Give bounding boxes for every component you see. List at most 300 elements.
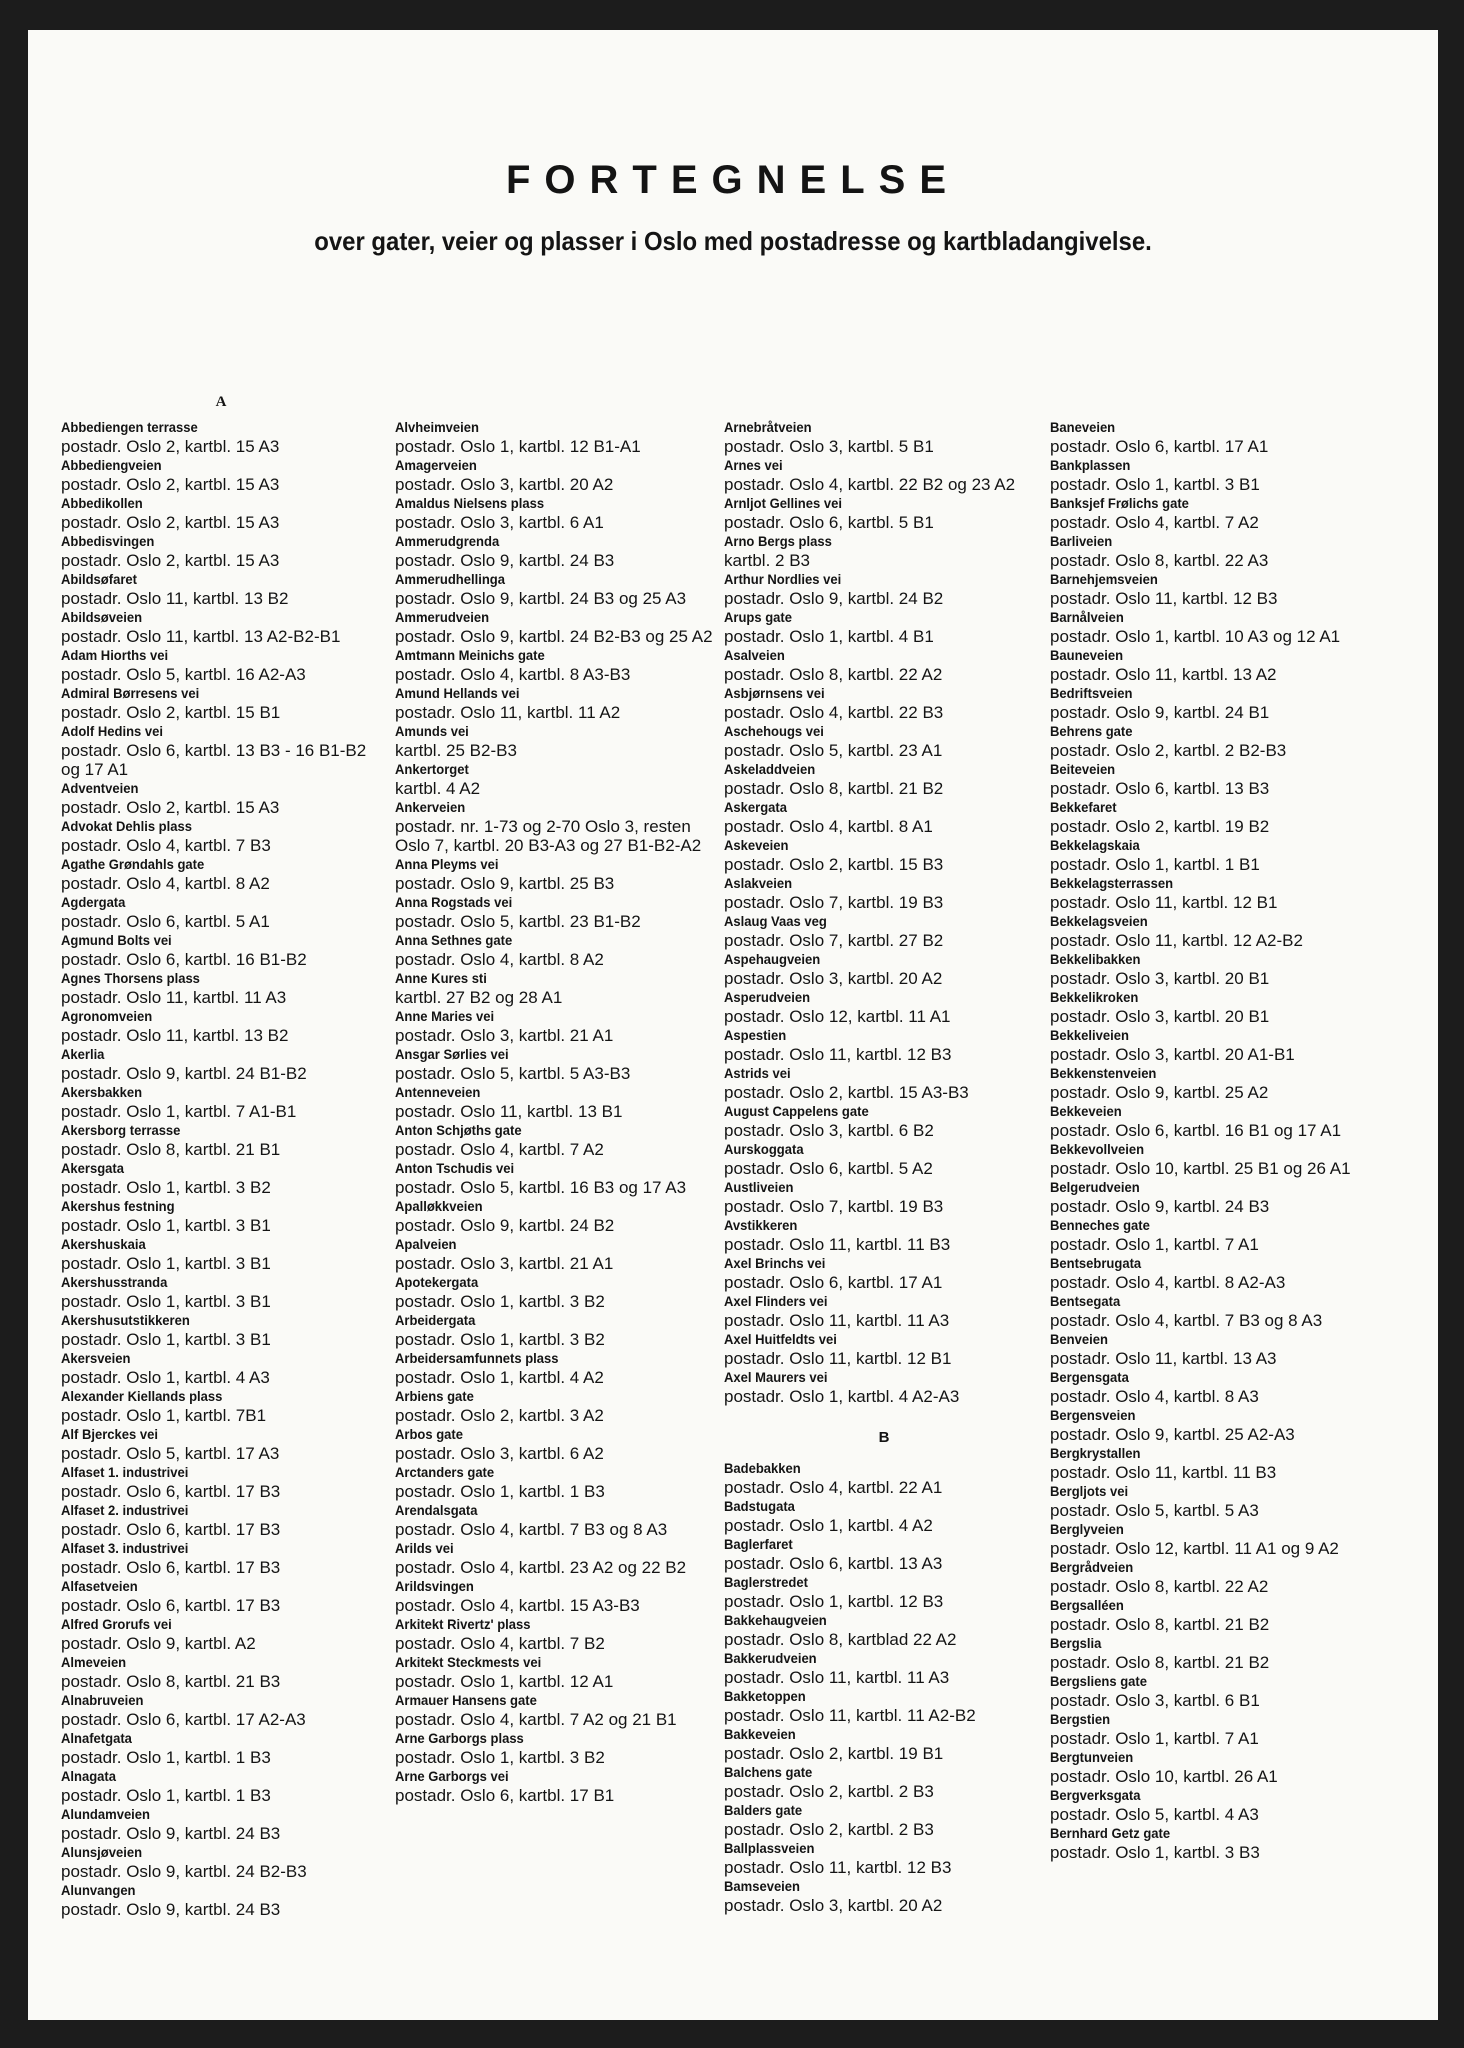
street-name: Baglerstredet (724, 1574, 808, 1590)
index-entry (1050, 1672, 1370, 1710)
index-entry (395, 1045, 715, 1083)
street-name: Amagerveien (395, 457, 477, 473)
index-entry (724, 988, 1044, 1026)
street-name: Bergljots vei (1050, 1483, 1129, 1499)
index-column-2 (395, 418, 715, 1805)
index-entry (395, 684, 715, 722)
postal-address: postadr. Oslo 1, kartbl. 4 A2 (395, 1368, 604, 1387)
street-name: Abbedisvingen (61, 533, 155, 549)
index-entry (724, 1497, 1044, 1535)
index-entry (724, 494, 1044, 532)
postal-address: postadr. Oslo 1, kartbl. 10 A3 og 12 A1 (1050, 627, 1341, 646)
postal-address: postadr. Oslo 7, kartbl. 27 B2 (724, 931, 944, 950)
index-entry (61, 1539, 381, 1577)
postal-address: postadr. Oslo 2, kartbl. 15 A3 (61, 437, 280, 456)
postal-address: postadr. Oslo 11, kartbl. 12 B3 (1050, 589, 1278, 608)
street-name: Banksjef Frølichs gate (1050, 495, 1189, 511)
street-name: Bergensveien (1050, 1407, 1136, 1423)
index-entry (1050, 1178, 1370, 1216)
index-entry (61, 1311, 381, 1349)
street-name: Baneveien (1050, 419, 1116, 435)
postal-address: postadr. Oslo 3, kartbl. 6 B2 (724, 1121, 934, 1140)
index-entry (1050, 912, 1370, 950)
street-name: Bergverksgata (1050, 1787, 1141, 1803)
street-name: Bergstien (1050, 1711, 1111, 1727)
postal-address: postadr. Oslo 2, kartbl. 2 B3 (724, 1782, 934, 1801)
index-entry (395, 532, 715, 570)
street-name: Anne Maries vei (395, 1008, 495, 1024)
postal-address: postadr. Oslo 11, kartbl. 13 A2 (1050, 665, 1277, 684)
postal-address: postadr. Oslo 1, kartbl. 4 A3 (61, 1368, 270, 1387)
index-entry (395, 456, 715, 494)
index-entry (1050, 1292, 1370, 1330)
index-entry (61, 1121, 381, 1159)
index-entry (1050, 1026, 1370, 1064)
document-page (28, 30, 1438, 2020)
postal-address: kartbl. 4 A2 (395, 779, 481, 798)
street-name: Adolf Hedins vei (61, 723, 164, 739)
postal-address: postadr. Oslo 9, kartbl. 25 B3 (395, 874, 615, 893)
street-name: Axel Brinchs vei (724, 1255, 826, 1271)
index-column-1 (61, 418, 381, 1919)
index-entry (395, 418, 715, 456)
street-name: Ammerudhellinga (395, 571, 505, 587)
index-entry (1050, 1596, 1370, 1634)
street-name: Agronomveien (61, 1008, 153, 1024)
postal-address: postadr. Oslo 9, kartbl. 24 B2 (724, 589, 944, 608)
index-entry (724, 1877, 1044, 1915)
index-entry (724, 646, 1044, 684)
street-name: Alfaset 1. industrivei (61, 1464, 189, 1480)
postal-address: postadr. Oslo 6, kartbl. 5 A1 (61, 912, 270, 931)
street-name: Barnehjemsveien (1050, 571, 1158, 587)
street-name: Bentsegata (1050, 1293, 1121, 1309)
street-name: Berglyveien (1050, 1521, 1124, 1537)
index-entry (724, 798, 1044, 836)
index-entry (395, 494, 715, 532)
index-entry (1050, 1140, 1370, 1178)
postal-address: postadr. Oslo 4, kartbl. 15 A3-B3 (395, 1596, 640, 1615)
street-name: Abbedikollen (61, 495, 143, 511)
postal-address: postadr. Oslo 12, kartbl. 11 A1 og 9 A2 (1050, 1539, 1339, 1558)
street-name: Akersveien (61, 1350, 131, 1366)
street-name: Arbos gate (395, 1426, 464, 1442)
street-name: Apotekergata (395, 1274, 479, 1290)
street-name: Bergslia (1050, 1635, 1102, 1651)
postal-address: postadr. Oslo 11, kartbl. 12 B1 (1050, 893, 1278, 912)
postal-address: postadr. Oslo 8, kartbl. 22 A2 (1050, 1577, 1269, 1596)
street-name: Amunds vei (395, 723, 469, 739)
postal-address: postadr. Oslo 3, kartbl. 20 B1 (1050, 969, 1270, 988)
street-name: Arups gate (724, 609, 793, 625)
postal-address: postadr. Oslo 1, kartbl. 4 B1 (724, 627, 934, 646)
street-name: Bekkelikroken (1050, 989, 1139, 1005)
index-entry (395, 1083, 715, 1121)
postal-address: postadr. Oslo 3, kartbl. 21 A1 (395, 1026, 614, 1045)
index-entry (395, 1235, 715, 1273)
index-list-a (724, 418, 1044, 1406)
postal-address: postadr. Oslo 5, kartbl. 4 A3 (1050, 1805, 1259, 1824)
postal-address: postadr. Oslo 2, kartbl. 15 A3 (61, 798, 280, 817)
street-name: Aspehaugveien (724, 951, 821, 967)
street-name: Avstikkeren (724, 1217, 798, 1233)
index-list-b (724, 1459, 1044, 1915)
postal-address: postadr. Oslo 4, kartbl. 7 A2 og 21 B1 (395, 1710, 677, 1729)
section-letter-b: B (878, 1429, 890, 1446)
street-name: Benneches gate (1050, 1217, 1150, 1233)
index-entry (1050, 1786, 1370, 1824)
index-entry (395, 1615, 715, 1653)
street-name: Amund Hellands vei (395, 685, 520, 701)
street-name: Akersbakken (61, 1084, 143, 1100)
street-name: Ansgar Sørlies vei (395, 1046, 509, 1062)
postal-address: postadr. Oslo 9, kartbl. 24 B2-B3 (61, 1862, 307, 1881)
street-name: Ammerudveien (395, 609, 490, 625)
street-name: Arendalsgata (395, 1502, 478, 1518)
index-entry (61, 646, 381, 684)
street-name: Amtmann Meinichs gate (395, 647, 545, 663)
street-name: Bauneveien (1050, 647, 1124, 663)
street-name: Bekkelagsterrassen (1050, 875, 1174, 891)
index-entry (724, 1026, 1044, 1064)
index-entry (395, 722, 715, 760)
index-entry (61, 779, 381, 817)
postal-address: postadr. Oslo 5, kartbl. 16 A2-A3 (61, 665, 306, 684)
postal-address: postadr. Oslo 4, kartbl. 7 B3 og 8 A3 (395, 1520, 668, 1539)
postal-address: postadr. Oslo 6, kartbl. 17 A1 (724, 1273, 943, 1292)
postal-address: postadr. Oslo 8, kartbl. 21 B3 (61, 1672, 281, 1691)
postal-address: postadr. Oslo 2, kartbl. 19 B1 (724, 1744, 944, 1763)
street-name: Akersborg terrasse (61, 1122, 181, 1138)
section-letter-a: A (215, 394, 227, 410)
page-title: FORTEGNELSE (505, 158, 961, 202)
index-entry (1050, 1558, 1370, 1596)
index-entry (61, 1691, 381, 1729)
index-entry (61, 722, 381, 779)
postal-address: postadr. Oslo 1, kartbl. 3 B2 (395, 1748, 605, 1767)
postal-address: postadr. Oslo 11, kartbl. 11 B3 (1050, 1463, 1277, 1482)
postal-address: postadr. Oslo 1, kartbl. 3 B1 (61, 1330, 271, 1349)
index-entry (724, 1611, 1044, 1649)
page-subtitle: over gater, veier og plasser i Oslo med postadresse og kartbladangivelse. (314, 226, 1152, 256)
index-entry (724, 1102, 1044, 1140)
postal-address: postadr. Oslo 4, kartbl. 7 B3 og 8 A3 (1050, 1311, 1323, 1330)
postal-address: postadr. Oslo 11, kartbl. 13 A2-B2-B1 (61, 627, 341, 646)
postal-address: postadr. Oslo 4, kartbl. 7 B2 (395, 1634, 605, 1653)
postal-address: postadr. Oslo 8, kartbl. 21 B1 (61, 1140, 281, 1159)
street-name: Arno Bergs plass (724, 533, 832, 549)
postal-address: postadr. Oslo 1, kartbl. 7B1 (61, 1406, 267, 1425)
index-entry (61, 1387, 381, 1425)
street-name: Bakkeveien (724, 1726, 796, 1742)
index-entry (1050, 798, 1370, 836)
index-entry (61, 893, 381, 931)
street-name: Akerlia (61, 1046, 105, 1062)
postal-address: postadr. Oslo 3, kartbl. 20 A2 (724, 969, 943, 988)
postal-address: postadr. Oslo 3, kartbl. 20 A2 (395, 475, 614, 494)
index-entry (395, 969, 715, 1007)
postal-address: postadr. Oslo 6, kartbl. 16 B1-B2 (61, 950, 307, 969)
street-name: Barnålveien (1050, 609, 1124, 625)
street-name: Bakkerudveien (724, 1650, 817, 1666)
postal-address: postadr. Oslo 3, kartbl. 20 A1-B1 (1050, 1045, 1295, 1064)
index-entry (724, 1801, 1044, 1839)
index-entry (61, 1425, 381, 1463)
street-name: Axel Huitfeldts vei (724, 1331, 837, 1347)
index-entry (1050, 418, 1370, 456)
street-name: Alfaset 2. industrivei (61, 1502, 189, 1518)
postal-address: postadr. Oslo 4, kartbl. 22 B3 (724, 703, 944, 722)
street-name: Asalveien (724, 647, 785, 663)
index-entry (724, 1292, 1044, 1330)
street-name: Arbeidergata (395, 1312, 476, 1328)
index-entry (395, 608, 715, 646)
postal-address: postadr. Oslo 11, kartbl. 11 A3 (724, 1311, 950, 1330)
postal-address: postadr. Oslo 8, kartbl. 21 B2 (1050, 1615, 1270, 1634)
index-entry (61, 1501, 381, 1539)
postal-address: postadr. Oslo 5, kartbl. 23 A1 (724, 741, 943, 760)
postal-address: postadr. Oslo 7, kartbl. 19 B3 (724, 893, 944, 912)
street-name: Bakkehaugveien (724, 1612, 827, 1628)
postal-address: postadr. Oslo 1, kartbl. 3 B2 (395, 1292, 605, 1311)
postal-address: postadr. Oslo 10, kartbl. 26 A1 (1050, 1767, 1278, 1786)
index-entry (724, 912, 1044, 950)
index-entry (395, 1159, 715, 1197)
street-name: Arnebråtveien (724, 419, 812, 435)
postal-address: postadr. Oslo 5, kartbl. 17 A3 (61, 1444, 280, 1463)
index-entry (395, 1691, 715, 1729)
street-name: Alnagata (61, 1768, 116, 1784)
index-entry (724, 836, 1044, 874)
index-entry (395, 1007, 715, 1045)
postal-address: postadr. Oslo 4, kartbl. 8 A2 (61, 874, 270, 893)
index-entry (395, 646, 715, 684)
postal-address: postadr. Oslo 9, kartbl. 24 B2 (395, 1216, 615, 1235)
index-entry (724, 1535, 1044, 1573)
street-name: Balders gate (724, 1802, 803, 1818)
postal-address: postadr. Oslo 4, kartbl. 22 B2 og 23 A2 (724, 475, 1016, 494)
postal-address: postadr. nr. 1-73 og 2-70 Oslo 3, resten Oslo 7, kartbl. 20 B3-A3 og 27 B1-B2-A2 (395, 817, 702, 855)
street-name: Almeveien (61, 1654, 127, 1670)
street-name: Akershuskaia (61, 1236, 146, 1252)
postal-address: postadr. Oslo 5, kartbl. 5 A3 (1050, 1501, 1259, 1520)
index-entry (1050, 1368, 1370, 1406)
index-entry (1050, 570, 1370, 608)
postal-address: postadr. Oslo 12, kartbl. 11 A1 (724, 1007, 951, 1026)
street-name: Alnafetgata (61, 1730, 132, 1746)
street-name: Akershus festning (61, 1198, 175, 1214)
index-entry (724, 874, 1044, 912)
street-name: Anne Kures sti (395, 970, 487, 986)
postal-address: postadr. Oslo 4, kartbl. 8 A3-B3 (395, 665, 631, 684)
street-name: Akershusutstikkeren (61, 1312, 190, 1328)
postal-address: postadr. Oslo 11, kartbl. 12 B3 (724, 1858, 952, 1877)
postal-address: postadr. Oslo 6, kartbl. 17 B3 (61, 1482, 281, 1501)
street-name: Behrens gate (1050, 723, 1133, 739)
index-entry (1050, 950, 1370, 988)
postal-address: postadr. Oslo 4, kartbl. 7 A2 (395, 1140, 604, 1159)
street-name: Bergsalléen (1050, 1597, 1124, 1613)
street-name: Arildsvingen (395, 1578, 474, 1594)
index-entry (724, 1254, 1044, 1292)
index-entry (724, 760, 1044, 798)
street-name: Anna Sethnes gate (395, 932, 513, 948)
street-name: Apalveien (395, 1236, 457, 1252)
postal-address: postadr. Oslo 9, kartbl. 24 B3 og 25 A3 (395, 589, 687, 608)
index-entry (61, 969, 381, 1007)
index-entry (724, 1140, 1044, 1178)
postal-address: postadr. Oslo 6, kartbl. 16 B1 og 17 A1 (1050, 1121, 1342, 1140)
postal-address: postadr. Oslo 11, kartbl. 12 A2-B2 (1050, 931, 1303, 950)
street-name: Abildsøfaret (61, 571, 137, 587)
index-entry (395, 893, 715, 931)
postal-address: postadr. Oslo 1, kartbl. 3 B1 (61, 1254, 271, 1273)
postal-address: postadr. Oslo 6, kartbl. 13 B3 - 16 B1-B2 og 17 A1 (61, 741, 367, 779)
index-entry (724, 1216, 1044, 1254)
index-entry (724, 1064, 1044, 1102)
street-name: Balchens gate (724, 1764, 813, 1780)
postal-address: postadr. Oslo 4, kartbl. 22 A1 (724, 1478, 943, 1497)
index-entry (395, 570, 715, 608)
index-entry (1050, 684, 1370, 722)
index-entry (61, 494, 381, 532)
street-name: Arnljot Gellines vei (724, 495, 842, 511)
index-entry (395, 1729, 715, 1767)
postal-address: postadr. Oslo 11, kartbl. 13 A3 (1050, 1349, 1277, 1368)
street-name: Abildsøveien (61, 609, 143, 625)
street-name: Bekkelagsveien (1050, 913, 1148, 929)
index-entry (61, 1767, 381, 1805)
index-entry (61, 1577, 381, 1615)
index-entry (724, 684, 1044, 722)
street-name: Arbeidersamfunnets plass (395, 1350, 559, 1366)
index-entry (61, 456, 381, 494)
street-name: Ankerveien (395, 799, 466, 815)
index-entry (1050, 1748, 1370, 1786)
postal-address: postadr. Oslo 2, kartbl. 2 B2-B3 (1050, 741, 1287, 760)
postal-address: kartbl. 25 B2-B3 (395, 741, 517, 760)
postal-address: postadr. Oslo 3, kartbl. 6 B1 (1050, 1691, 1260, 1710)
postal-address: postadr. Oslo 2, kartbl. 15 A3 (61, 513, 280, 532)
index-entry (61, 418, 381, 456)
postal-address: postadr. Oslo 2, kartbl. 15 A3 (61, 475, 280, 494)
street-name: Anna Pleyms vei (395, 856, 499, 872)
postal-address: postadr. Oslo 9, kartbl. 24 B1-B2 (61, 1064, 307, 1083)
index-entry (1050, 760, 1370, 798)
postal-address: postadr. Oslo 4, kartbl. 8 A2 (395, 950, 604, 969)
street-name: Aslaug Vaas veg (724, 913, 827, 929)
street-name: Bergsliens gate (1050, 1673, 1147, 1689)
postal-address: postadr. Oslo 3, kartbl. 21 A1 (395, 1254, 614, 1273)
index-entry (724, 950, 1044, 988)
index-entry (1050, 494, 1370, 532)
street-name: Arkitekt Steckmests vei (395, 1654, 542, 1670)
index-entry (1050, 608, 1370, 646)
street-name: Abbediengen terrasse (61, 419, 198, 435)
street-name: Benveien (1050, 1331, 1108, 1347)
index-entry (61, 1653, 381, 1691)
index-entry (61, 1045, 381, 1083)
street-name: Arctanders gate (395, 1464, 495, 1480)
index-entry (1050, 456, 1370, 494)
index-column-3 (724, 418, 1044, 1915)
index-entry (724, 1178, 1044, 1216)
street-name: Aurskoggata (724, 1141, 804, 1157)
postal-address: postadr. Oslo 2, kartbl. 15 B3 (724, 855, 944, 874)
postal-address: postadr. Oslo 4, kartbl. 7 A2 (1050, 513, 1259, 532)
postal-address: postadr. Oslo 3, kartbl. 6 A2 (395, 1444, 604, 1463)
street-name: Alunsjøveien (61, 1844, 143, 1860)
street-name: Alfasetveien (61, 1578, 138, 1594)
index-entry (1050, 1330, 1370, 1368)
index-entry (1050, 988, 1370, 1026)
postal-address: postadr. Oslo 9, kartbl. 24 B1 (1050, 703, 1270, 722)
index-entry (724, 1687, 1044, 1725)
postal-address: postadr. Oslo 6, kartbl. 17 B3 (61, 1520, 281, 1539)
street-name: Arbiens gate (395, 1388, 474, 1404)
street-name: Alvheimveien (395, 419, 479, 435)
index-entry (724, 570, 1044, 608)
postal-address: postadr. Oslo 9, kartbl. 24 B3 (395, 551, 615, 570)
postal-address: postadr. Oslo 11, kartbl. 11 A3 (724, 1668, 950, 1687)
street-name: Akersgata (61, 1160, 124, 1176)
street-name: Bergrådveien (1050, 1559, 1134, 1575)
street-name: Bedriftsveien (1050, 685, 1133, 701)
street-name: Anton Schjøths gate (395, 1122, 522, 1138)
postal-address: postadr. Oslo 6, kartbl. 13 B3 (1050, 779, 1270, 798)
street-name: Agmund Bolts vei (61, 932, 172, 948)
index-entry (61, 1083, 381, 1121)
index-entry (61, 1805, 381, 1843)
postal-address: postadr. Oslo 3, kartbl. 20 B1 (1050, 1007, 1270, 1026)
postal-address: postadr. Oslo 1, kartbl. 12 A1 (395, 1672, 614, 1691)
index-entry (395, 1539, 715, 1577)
street-name: Austliveien (724, 1179, 794, 1195)
postal-address: kartbl. 2 B3 (724, 551, 810, 570)
street-name: Bakketoppen (724, 1688, 806, 1704)
index-entry (61, 1881, 381, 1919)
street-name: Belgerudveien (1050, 1179, 1140, 1195)
street-name: Bergkrystallen (1050, 1445, 1141, 1461)
index-entry (724, 532, 1044, 570)
street-name: Badstugata (724, 1498, 795, 1514)
postal-address: postadr. Oslo 4, kartbl. 23 A2 og 22 B2 (395, 1558, 687, 1577)
street-name: Beiteveien (1050, 761, 1116, 777)
index-entry (724, 456, 1044, 494)
index-entry (724, 1459, 1044, 1497)
index-entry (395, 1463, 715, 1501)
street-name: Adam Hiorths vei (61, 647, 169, 663)
index-entry (395, 1501, 715, 1539)
street-name: Arkitekt Rivertz' plass (395, 1616, 531, 1632)
postal-address: postadr. Oslo 11, kartbl. 13 B1 (395, 1102, 623, 1121)
postal-address: postadr. Oslo 1, kartbl. 3 B1 (1050, 475, 1260, 494)
street-name: Bekkelibakken (1050, 951, 1141, 967)
index-entry (395, 1577, 715, 1615)
postal-address: postadr. Oslo 11, kartbl. 11 A2-B2 (724, 1706, 976, 1725)
street-name: Agathe Grøndahls gate (61, 856, 205, 872)
postal-address: postadr. Oslo 4, kartbl. 8 A1 (724, 817, 933, 836)
postal-address: postadr. Oslo 11, kartbl. 11 A2 (395, 703, 621, 722)
postal-address: postadr. Oslo 8, kartbl. 21 B2 (724, 779, 944, 798)
postal-address: postadr. Oslo 9, kartbl. 25 A2 (1050, 1083, 1269, 1102)
street-name: Aslakveien (724, 875, 793, 891)
street-name: Bergtunveien (1050, 1749, 1134, 1765)
street-name: Apalløkkveien (395, 1198, 483, 1214)
index-entry (395, 798, 715, 855)
street-name: Bernhard Getz gate (1050, 1825, 1171, 1841)
postal-address: postadr. Oslo 2, kartbl. 3 A2 (395, 1406, 604, 1425)
